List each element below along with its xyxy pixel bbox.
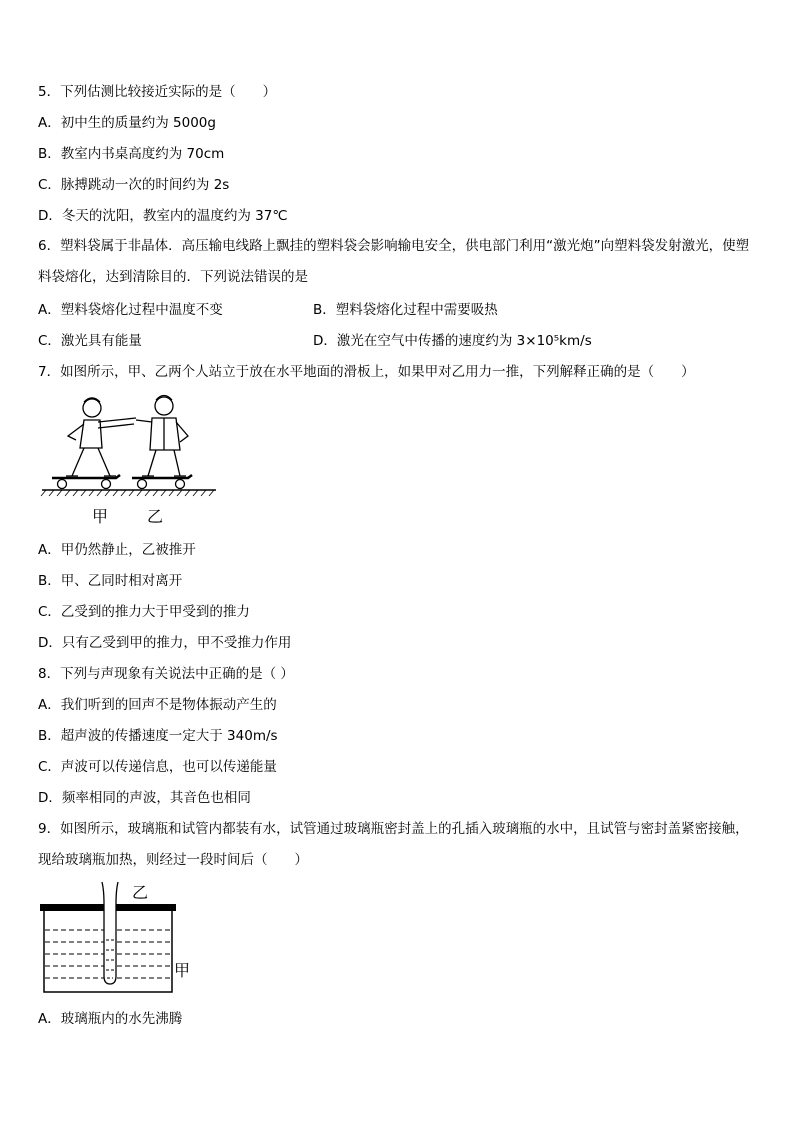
- q6-options-row-1: [38, 301, 498, 319]
- q8-option-a: A．我们听到的回声不是物体振动产生的: [38, 697, 277, 713]
- q7-option-a: A．甲仍然静止，乙被推开: [38, 542, 196, 558]
- q5-option-d: D．冬天的沈阳，教室内的温度约为 37℃: [38, 208, 288, 224]
- q5-option-c: C．脉搏跳动一次的时间约为 2s: [38, 177, 230, 193]
- q7-option-b: B．甲、乙同时相对离开: [38, 573, 183, 589]
- q8-option-c: C．声波可以传递信息，也可以传递能量: [38, 759, 277, 775]
- q6-options-row-2: [38, 332, 592, 350]
- q9-option-a: A．玻璃瓶内的水先沸腾: [38, 1011, 183, 1027]
- q6-stem: 6．塑料袋属于非晶体．高压输电线路上飘挂的塑料袋会影响输电安全，供电部门利用“激光炮”向塑料袋发射激光，使塑料袋熔化，达到清除目的．下列说法错误的是: [38, 238, 750, 285]
- q8-stem: 8．下列与声现象有关说法中正确的是（ ）: [38, 666, 294, 682]
- q6-option-c: C．激光具有能量: [38, 333, 142, 349]
- q9-figure-bottle: [38, 878, 191, 998]
- q7-option-c: C．乙受到的推力大于甲受到的推力: [38, 604, 250, 620]
- q9-stem: 9．如图所示，玻璃瓶和试管内都装有水，试管通过玻璃瓶密封盖上的孔插入玻璃瓶的水中，且试管与密封盖紧密接触，现给玻璃瓶加热，则经过一段时间后（ ）: [38, 821, 749, 868]
- q9-label-jia: 甲: [174, 961, 191, 980]
- q7-label-yi: 乙: [147, 507, 164, 526]
- q8-option-d: D．频率相同的声波，其音色也相同: [38, 790, 251, 806]
- q7-label-jia: 甲: [92, 507, 109, 526]
- q7-option-d: D．只有乙受到甲的推力，甲不受推力作用: [38, 635, 292, 651]
- q9-label-yi: 乙: [132, 883, 149, 902]
- q5-option-a: A．初中生的质量约为 5000g: [38, 115, 216, 131]
- q7-stem: 7．如图所示，甲、乙两个人站立于放在水平地面的滑板上，如果甲对乙用力一推，下列解释正确的是（ ）: [38, 364, 695, 380]
- bottle-testtube-illustration: [38, 878, 191, 998]
- q5-stem: 5．下列估测比较接近实际的是（ ）: [38, 84, 277, 100]
- q8-option-b: B．超声波的传播速度一定大于 340m/s: [38, 728, 278, 744]
- q6-option-d: D．激光在空气中传播的速度约为 3×10⁵km/s: [313, 333, 592, 349]
- q7-figure-skateboarders: [40, 392, 220, 498]
- q6-option-a: A．塑料袋熔化过程中温度不变: [38, 302, 223, 318]
- q6-option-b: B．塑料袋熔化过程中需要吸热: [313, 302, 498, 318]
- skateboarders-illustration: [40, 392, 220, 498]
- q5-option-b: B．教室内书桌高度约为 70cm: [38, 146, 225, 162]
